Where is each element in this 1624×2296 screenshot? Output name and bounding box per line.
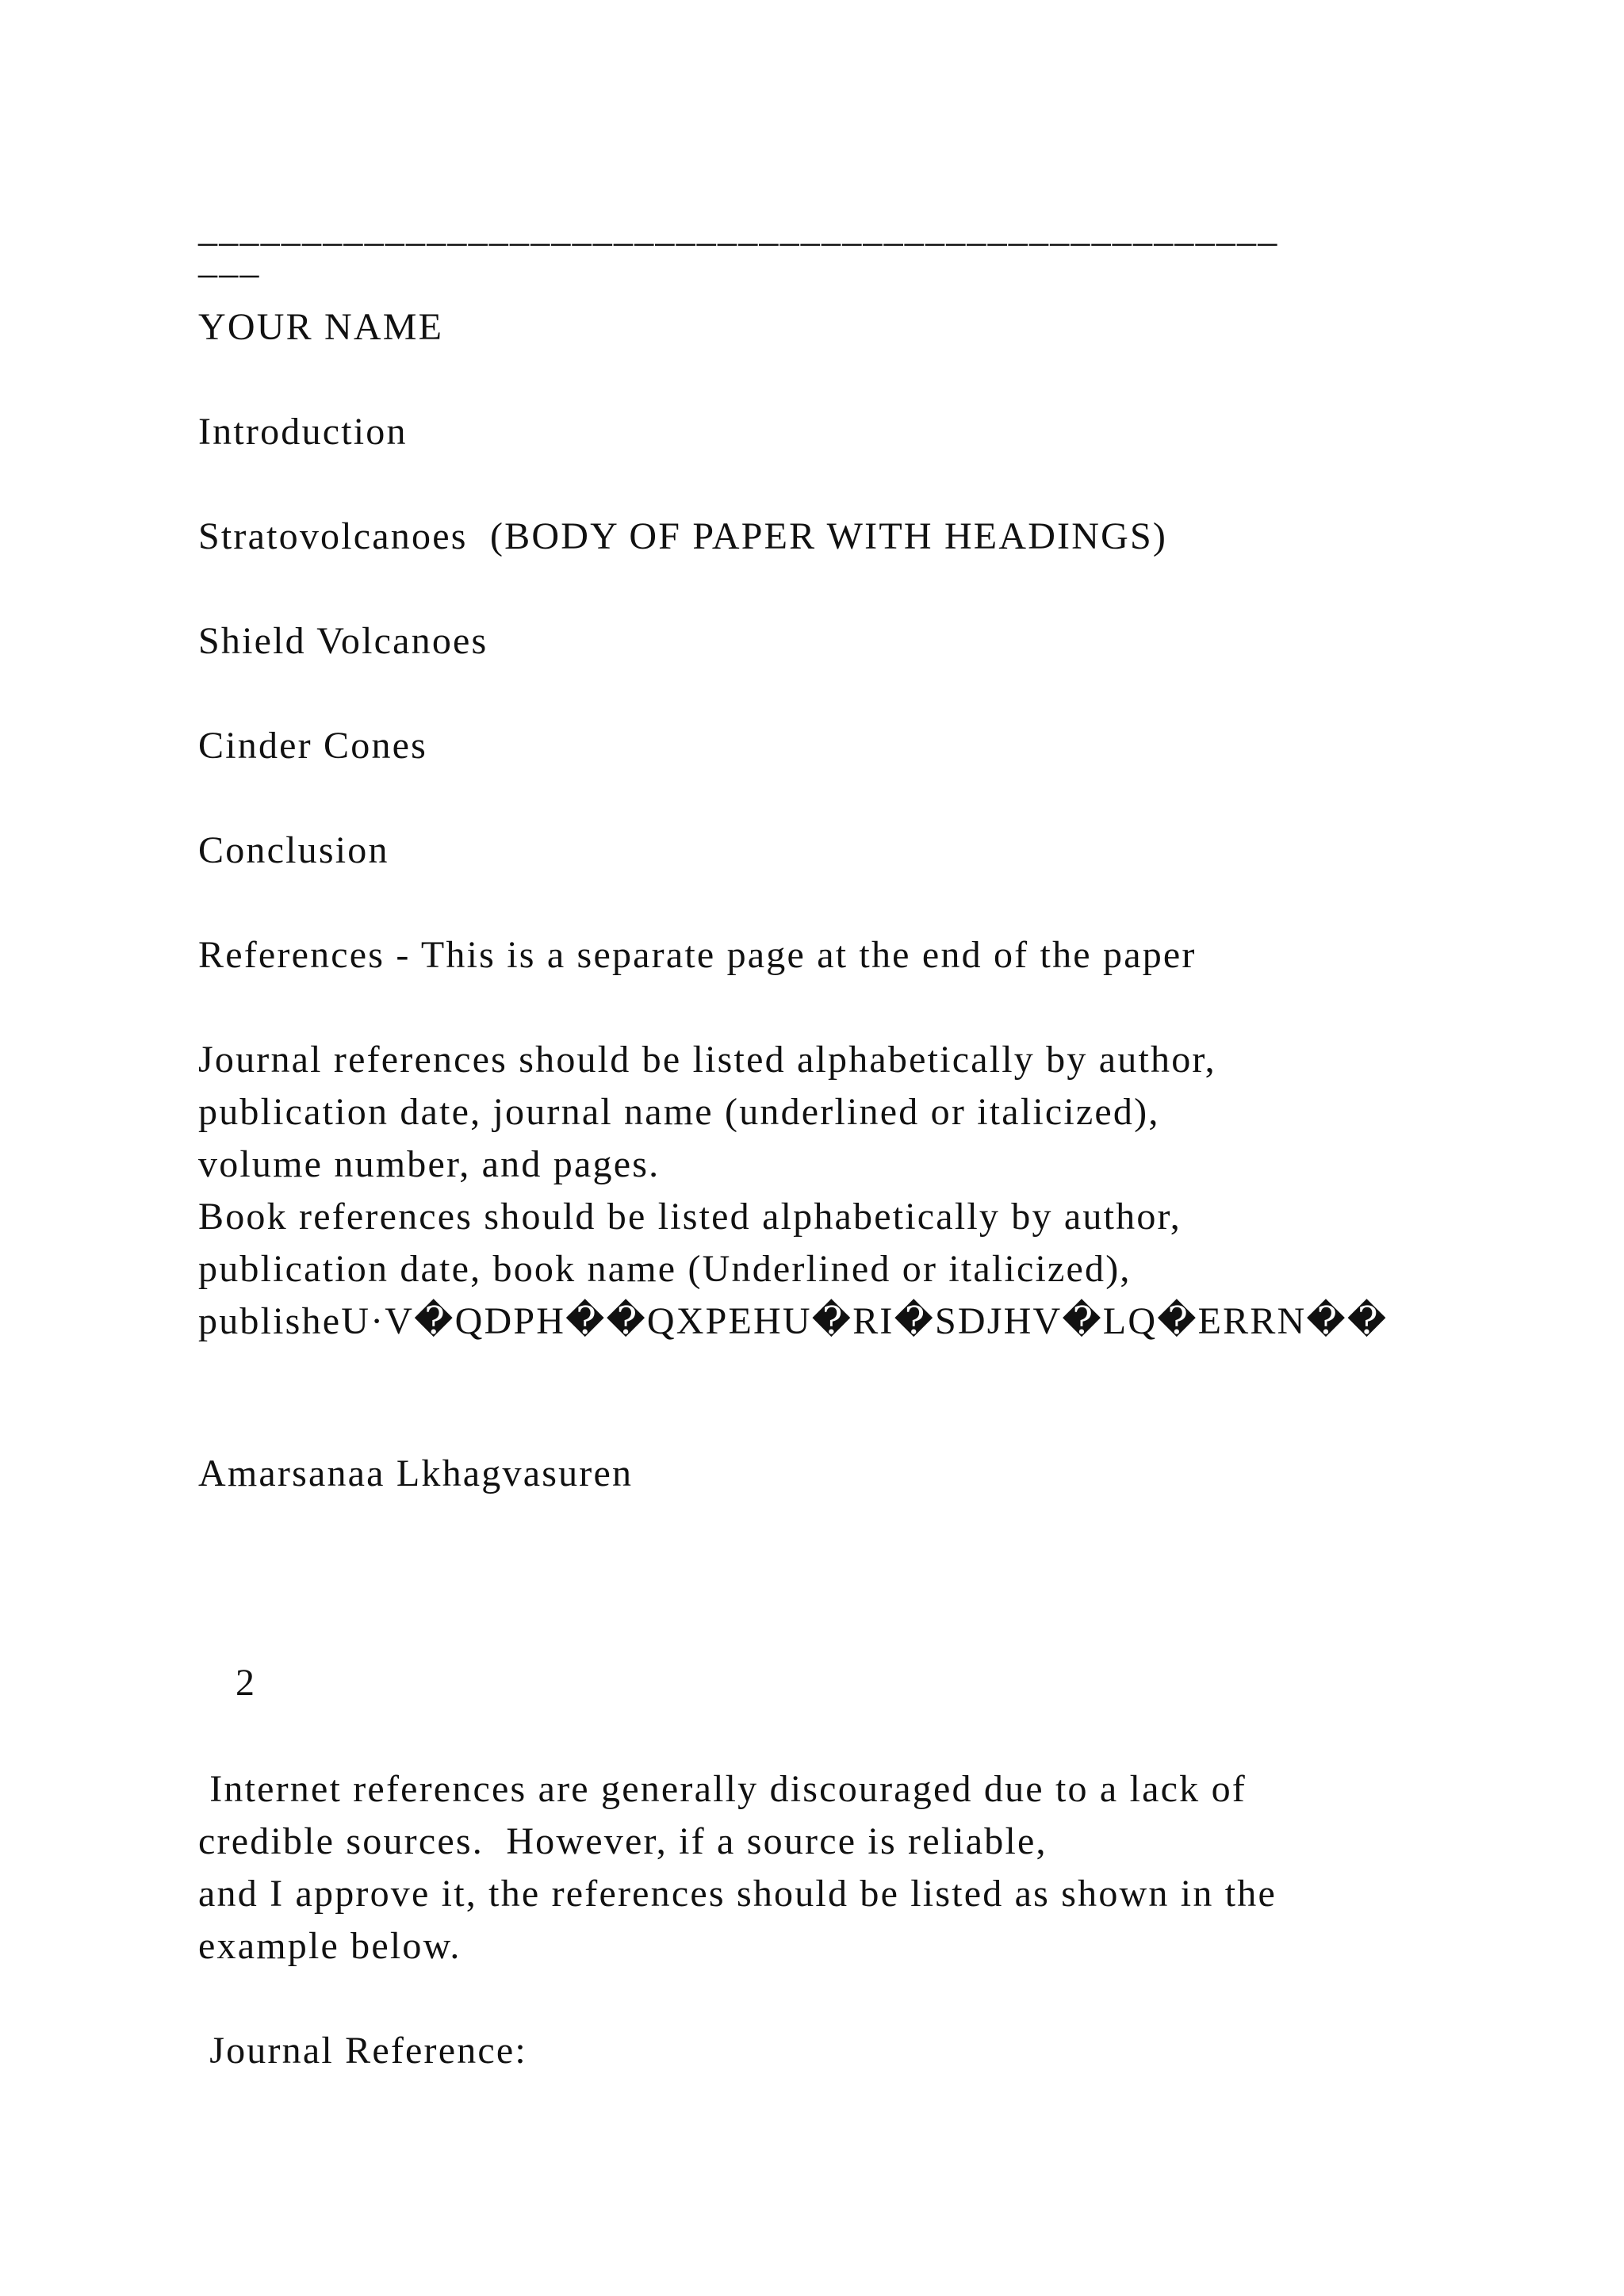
author-name: Amarsanaa Lkhagvasuren (198, 1452, 634, 1494)
heading-cinder-cones: Cinder Cones (198, 725, 428, 767)
rule-line-continued: ___ (198, 239, 261, 281)
heading-stratovolcanoes: Stratovolcanoes (BODY OF PAPER WITH HEADINGS) (198, 515, 1168, 557)
heading-introduction: Introduction (198, 411, 408, 453)
heading-shield-volcanoes: Shield Volcanoes (198, 620, 488, 662)
heading-conclusion: Conclusion (198, 829, 389, 871)
internet-guidance-line: Internet references are generally discouraged due to a lack of (198, 1768, 1247, 1810)
page-number: 2 (236, 1662, 257, 1704)
journal-guidance-line: volume number, and pages. (198, 1143, 661, 1185)
book-guidance-line: publication date, book name (Underlined or italicized), (198, 1248, 1132, 1290)
name-placeholder: YOUR NAME (198, 306, 444, 348)
journal-guidance-line: Journal references should be listed alphabetically by author, (198, 1039, 1216, 1081)
heading-references: References - This is a separate page at the end of the paper (198, 934, 1197, 976)
internet-guidance-line: credible sources. However, if a source is reliable, (198, 1820, 1048, 1862)
journal-reference-heading: Journal Reference: (198, 2030, 527, 2072)
rule-line: ____________________________________________________ (198, 208, 1279, 250)
internet-guidance-line: and I approve it, the references should be listed as shown in the (198, 1873, 1277, 1915)
book-guidance-line: Book references should be listed alphabetically by author, (198, 1196, 1182, 1238)
journal-guidance-line: publication date, journal name (underlined or italicized), (198, 1091, 1160, 1133)
internet-guidance-line: example below. (198, 1925, 462, 1967)
book-guidance-line: publisheU·V�QDPH��QXPEHU�RI�SDJHV�LQ�ERRN�� (198, 1300, 1388, 1342)
